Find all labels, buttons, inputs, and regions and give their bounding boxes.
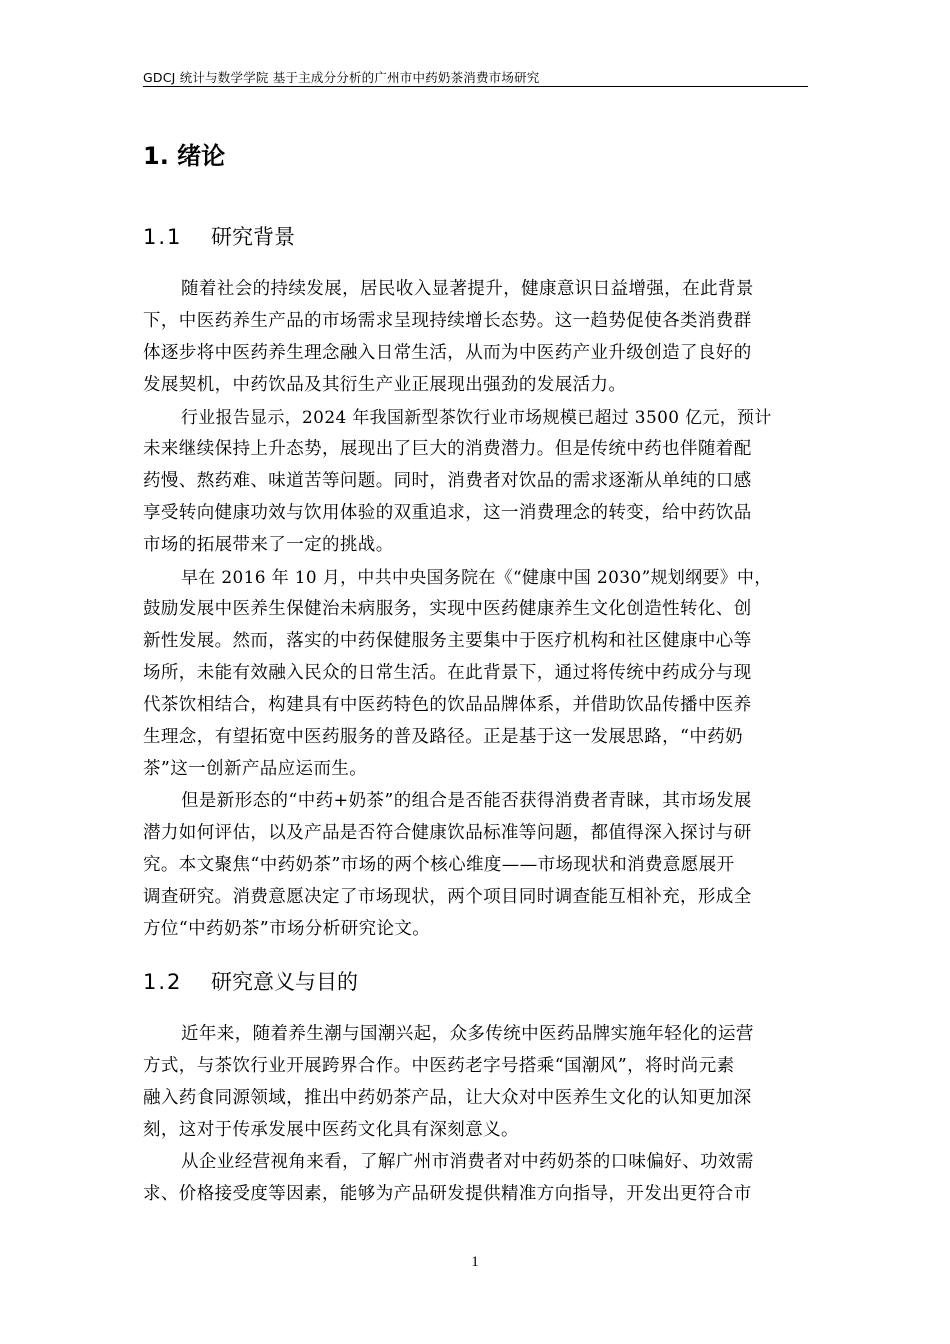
section-number: 1.2 — [143, 970, 183, 994]
paragraph-line: 融入药食同源领域，推出中药奶茶产品，让大众对中医养生文化的认知更加深 — [143, 1088, 752, 1108]
section-title: 研究意义与目的 — [211, 970, 358, 994]
paragraph-line: 求、价格接受度等因素，能够为产品研发提供精准方向指导，开发出更符合市 — [143, 1184, 752, 1204]
paragraph-line: 究。本文聚焦“中药奶茶”市场的两个核心维度——市场现状和消费意愿展开 — [143, 855, 735, 875]
paragraph-5 — [143, 1018, 808, 1146]
paragraph-line: 但是新形态的“中药+奶茶”的组合是否能否获得消费者青睐，其市场发展 — [181, 791, 752, 811]
paragraph-line: 药慢、熬药难、味道苦等问题。同时，消费者对饮品的需求逐渐从单纯的口感 — [143, 471, 752, 491]
paragraph-line: 随着社会的持续发展，居民收入显著提升，健康意识日益增强，在此背景 — [181, 279, 754, 299]
section-heading-1-2 — [143, 968, 358, 996]
paragraph-line: 从企业经营视角来看，了解广州市消费者对中药奶茶的口味偏好、功效需 — [181, 1152, 754, 1172]
paragraph-3 — [143, 561, 808, 785]
paragraph-line: 行业报告显示，2024 年我国新型茶饮行业市场规模已超过 3500 亿元，预计 — [181, 407, 772, 427]
paragraph-line: 代茶饮相结合，构建具有中医药特色的饮品品牌体系，并借助饮品传播中医养 — [143, 695, 752, 715]
paragraph-1 — [143, 273, 808, 401]
paragraph-line: 方位“中药奶茶”市场分析研究论文。 — [143, 919, 431, 939]
section-number: 1.1 — [143, 225, 183, 249]
section-heading-1-1 — [143, 223, 295, 251]
paragraph-line: 茶”这一创新产品应运而生。 — [143, 759, 368, 779]
paragraph-4 — [143, 785, 808, 945]
paragraph-line: 享受转向健康功效与饮用体验的双重追求，这一消费理念的转变，给中药饮品 — [143, 503, 752, 523]
paragraph-line: 市场的拓展带来了一定的挑战。 — [143, 535, 394, 555]
header-divider — [143, 86, 808, 87]
chapter-title: 1. 绪论 — [143, 142, 226, 170]
paragraph-2 — [143, 401, 808, 561]
paragraph-line: 新性发展。然而，落实的中药保健服务主要集中于医疗机构和社区健康中心等 — [143, 631, 752, 651]
paragraph-line: 鼓励发展中医养生保健治未病服务，实现中医药健康养生文化创造性转化、创 — [143, 599, 752, 619]
paragraph-6 — [143, 1146, 808, 1210]
paragraph-line: 生理念，有望拓宽中医药服务的普及路径。正是基于这一发展思路，“中药奶 — [143, 727, 744, 747]
paragraph-line: 早在 2016 年 10 月，中共中央国务院在《“健康中国 2030”规划纲要》中， — [181, 567, 772, 587]
paragraph-line: 未来继续保持上升态势，展现出了巨大的消费潜力。但是传统中药也伴随着配 — [143, 439, 752, 459]
paragraph-line: 场所，未能有效融入民众的日常生活。在此背景下，通过将传统中药成分与现 — [143, 663, 752, 683]
paragraph-line: 刻，这对于传承发展中医药文化具有深刻意义。 — [143, 1120, 519, 1140]
section-title: 研究背景 — [211, 225, 295, 249]
paragraph-line: 发展契机，中药饮品及其衍生产业正展现出强劲的发展活力。 — [143, 375, 627, 395]
paragraph-line: 近年来，随着养生潮与国潮兴起，众多传统中医药品牌实施年轻化的运营 — [181, 1024, 754, 1044]
paragraph-line: 方式，与茶饮行业开展跨界合作。中医药老字号搭乘“国潮风”，将时尚元素 — [143, 1056, 735, 1076]
paragraph-line: 潜力如何评估，以及产品是否符合健康饮品标准等问题，都值得深入探讨与研 — [143, 823, 752, 843]
paragraph-line: 调查研究。消费意愿决定了市场现状，两个项目同时调查能互相补充，形成全 — [143, 887, 752, 907]
paragraph-line: 体逐步将中医药养生理念融入日常生活，从而为中医药产业升级创造了良好的 — [143, 343, 752, 363]
paragraph-line: 下，中医药养生产品的市场需求呈现持续增长态势。这一趋势促使各类消费群 — [143, 311, 752, 331]
running-header: GDCJ 统计与数学学院 基于主成分分析的广州市中药奶茶消费市场研究 — [143, 70, 540, 85]
page-number: 1 — [471, 1254, 479, 1270]
